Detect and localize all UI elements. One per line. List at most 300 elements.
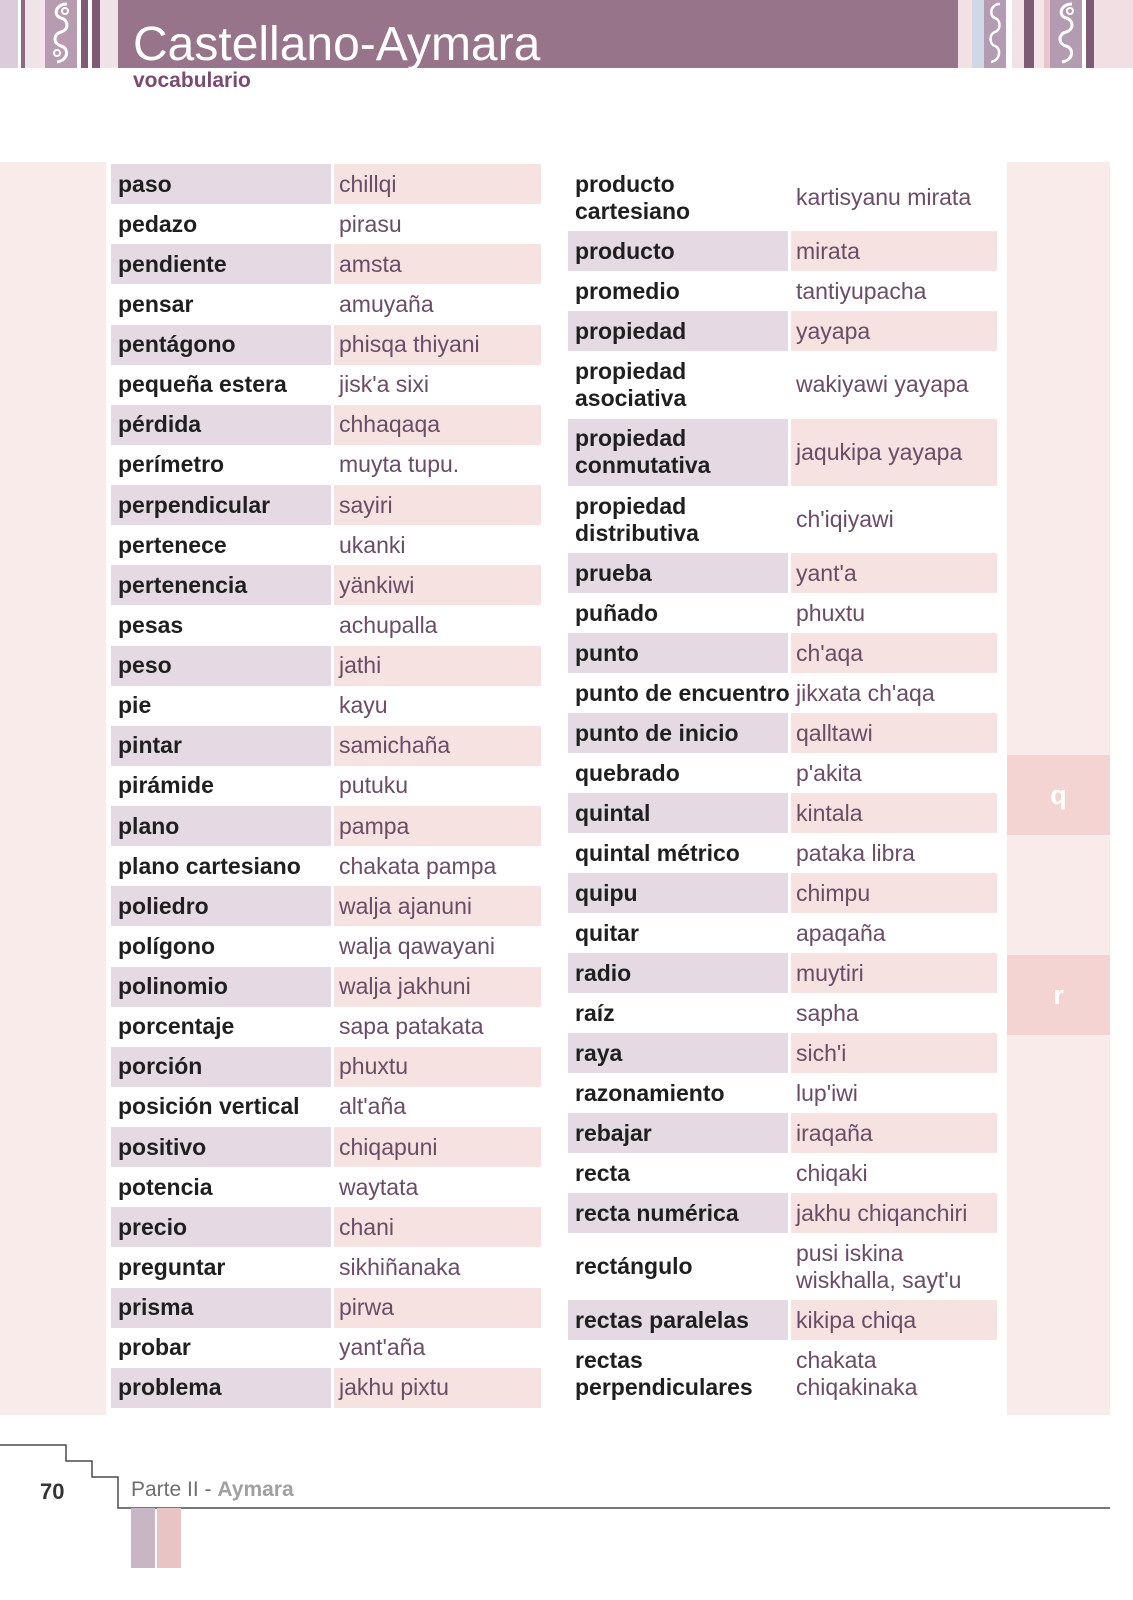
spanish-term: probar: [118, 1334, 191, 1361]
swirl-ornament-icon: [984, 0, 1006, 68]
spanish-term: quitar: [575, 919, 639, 946]
aymara-term: walja jakhuni: [339, 973, 471, 1000]
vocab-row: [568, 793, 997, 833]
vocab-row: [568, 873, 997, 913]
vocab-row: [568, 1113, 997, 1153]
spanish-term: pesas: [118, 611, 184, 638]
footer-section-label: [131, 1478, 294, 1502]
aymara-term: kayu: [339, 692, 388, 719]
footer-bar: [131, 1508, 155, 1568]
aymara-term-cell: [334, 886, 541, 926]
page-subtitle: vocabulario: [133, 69, 251, 92]
aymara-term-cell: [791, 486, 997, 553]
vocab-row: [111, 1328, 541, 1368]
aymara-term: putuku: [339, 772, 409, 799]
aymara-term-cell: [334, 1368, 541, 1408]
vocab-row: [568, 1153, 997, 1193]
spanish-term-cell: [111, 284, 331, 324]
vocab-table-left: [111, 164, 541, 1408]
aymara-term: p'akita: [796, 759, 862, 786]
spanish-term-cell: [568, 1233, 788, 1300]
aymara-term-cell: [334, 646, 541, 686]
spanish-term: porcentaje: [118, 1013, 235, 1040]
spanish-term: punto de inicio: [575, 719, 739, 746]
spanish-term-cell: [568, 311, 788, 351]
aymara-term-cell: [334, 806, 541, 846]
aymara-term: ch'aqa: [796, 639, 864, 666]
spanish-term-cell: [111, 365, 331, 405]
aymara-term-cell: [334, 365, 541, 405]
aymara-term-cell: [791, 231, 997, 271]
aymara-term-cell: [791, 1073, 997, 1113]
vocab-row: [111, 1087, 541, 1127]
spanish-term-cell: [111, 766, 331, 806]
spanish-term: peso: [118, 652, 172, 679]
aymara-term-cell: [791, 593, 997, 633]
vocab-row: [568, 419, 997, 486]
aymara-term: phuxtu: [796, 599, 866, 626]
spanish-term: pequeña estera: [118, 371, 287, 398]
aymara-term: pampa: [339, 812, 410, 839]
aymara-term: yant'a: [796, 559, 857, 586]
vocab-row: [111, 1288, 541, 1328]
vocab-row: [111, 646, 541, 686]
aymara-term-cell: [334, 846, 541, 886]
vocab-row: [111, 967, 541, 1007]
vocab-row: [568, 1073, 997, 1113]
vocab-row: [111, 1207, 541, 1247]
spanish-term: raya: [575, 1039, 623, 1066]
aymara-term: yänkiwi: [339, 571, 415, 598]
aymara-term-cell: [334, 1127, 541, 1167]
aymara-term: chhaqaqa: [339, 411, 441, 438]
spanish-term: rectas paralelas: [575, 1306, 749, 1333]
spanish-term-cell: [568, 833, 788, 873]
aymara-term: jisk'a sixi: [339, 371, 430, 398]
spanish-term: preguntar: [118, 1253, 226, 1280]
spanish-term-cell: [111, 445, 331, 485]
vocab-row: [111, 605, 541, 645]
spanish-term: pintar: [118, 732, 182, 759]
aymara-term-cell: [791, 953, 997, 993]
spanish-term: pensar: [118, 290, 194, 317]
spanish-term: producto: [575, 237, 675, 264]
spanish-term: recta numérica: [575, 1199, 739, 1226]
spanish-term: rectángulo: [575, 1253, 693, 1280]
vocab-row: [111, 1007, 541, 1047]
spanish-term: puñado: [575, 599, 659, 626]
spanish-term-cell: [111, 1007, 331, 1047]
index-tab-r: [1007, 955, 1110, 1035]
aymara-term-cell: [791, 1340, 997, 1407]
aymara-term: muyta tupu.: [339, 451, 460, 478]
spanish-term-cell: [111, 204, 331, 244]
aymara-term: sapha: [796, 999, 859, 1026]
spanish-term-cell: [568, 633, 788, 673]
vocab-row: [568, 1193, 997, 1233]
spanish-term: polígono: [118, 932, 216, 959]
aymara-term-cell: [791, 793, 997, 833]
aymara-term-cell: [791, 913, 997, 953]
aymara-term-cell: [791, 351, 997, 418]
aymara-term: pusi iskina wiskhalla, sayt'u: [796, 1239, 962, 1293]
spanish-term-cell: [111, 886, 331, 926]
vocab-row: [568, 713, 997, 753]
vocab-row: [568, 753, 997, 793]
spanish-term-cell: [568, 913, 788, 953]
aymara-term-cell: [791, 1193, 997, 1233]
vocab-row: [111, 525, 541, 565]
spanish-term: positivo: [118, 1133, 207, 1160]
aymara-term: alt'aña: [339, 1093, 407, 1120]
aymara-term: sapa patakata: [339, 1013, 484, 1040]
aymara-term-cell: [334, 405, 541, 445]
vocab-row: [111, 1167, 541, 1207]
spanish-term-cell: [568, 1113, 788, 1153]
vocab-row: [568, 953, 997, 993]
spanish-term-cell: [111, 967, 331, 1007]
spanish-term: problema: [118, 1374, 222, 1401]
vocab-row: [111, 485, 541, 525]
vocab-row: [568, 164, 997, 231]
aymara-term-cell: [791, 713, 997, 753]
spanish-term-cell: [111, 726, 331, 766]
aymara-term-cell: [334, 1247, 541, 1287]
vocab-row: [111, 726, 541, 766]
spanish-term-cell: [568, 713, 788, 753]
vocab-row: [568, 311, 997, 351]
spanish-term-cell: [111, 485, 331, 525]
aymara-term: pirwa: [339, 1294, 394, 1321]
spanish-term-cell: [568, 753, 788, 793]
vocab-row: [568, 351, 997, 418]
spanish-term: pedazo: [118, 210, 198, 237]
spanish-term: rectas perpendiculares: [575, 1347, 753, 1401]
spanish-term-cell: [111, 405, 331, 445]
spanish-term-cell: [111, 1047, 331, 1087]
aymara-term-cell: [334, 605, 541, 645]
vocab-row: [568, 1340, 997, 1407]
spanish-term-cell: [111, 1288, 331, 1328]
aymara-term: chiqapuni: [339, 1133, 438, 1160]
spanish-term-cell: [568, 486, 788, 553]
vocab-row: [568, 593, 997, 633]
aymara-term: chakata pampa: [339, 852, 497, 879]
vocab-row: [568, 1233, 997, 1300]
spanish-term: poliedro: [118, 892, 209, 919]
footer-language: Aymara: [217, 1478, 294, 1501]
spanish-term-cell: [111, 244, 331, 284]
aymara-term: jakhu chiqanchiri: [796, 1199, 968, 1226]
aymara-term-cell: [791, 1233, 997, 1300]
spanish-term: paso: [118, 170, 172, 197]
aymara-term-cell: [791, 1153, 997, 1193]
spanish-term-cell: [568, 164, 788, 231]
aymara-term-cell: [791, 873, 997, 913]
aymara-term: jakhu pixtu: [339, 1374, 449, 1401]
aymara-term-cell: [334, 1047, 541, 1087]
spanish-term-cell: [568, 593, 788, 633]
aymara-term-cell: [334, 204, 541, 244]
vocab-row: [111, 244, 541, 284]
aymara-term-cell: [791, 993, 997, 1033]
vocab-row: [568, 833, 997, 873]
page-title: Castellano-Aymara: [133, 18, 541, 71]
spanish-term-cell: [111, 1127, 331, 1167]
index-tab-letter: q: [1050, 780, 1067, 810]
spanish-term-cell: [568, 873, 788, 913]
spanish-term: razonamiento: [575, 1079, 725, 1106]
aymara-term-cell: [334, 1288, 541, 1328]
vocab-row: [111, 164, 541, 204]
vocab-row: [111, 284, 541, 324]
aymara-term-cell: [334, 445, 541, 485]
vocab-row: [568, 271, 997, 311]
side-panel-left: [0, 162, 106, 1415]
spanish-term: prisma: [118, 1294, 194, 1321]
vocab-row: [111, 1368, 541, 1408]
swirl-ornament-icon: [45, 0, 77, 68]
aymara-term: chillqi: [339, 170, 397, 197]
aymara-term: chani: [339, 1213, 394, 1240]
spanish-term-cell: [568, 1193, 788, 1233]
aymara-term: ch'iqiyawi: [796, 506, 894, 533]
spanish-term: quipu: [575, 879, 638, 906]
aymara-term-cell: [791, 1300, 997, 1340]
spanish-term-cell: [111, 605, 331, 645]
spanish-term-cell: [111, 1207, 331, 1247]
aymara-term: ukanki: [339, 531, 406, 558]
index-tab-q: [1007, 755, 1110, 835]
aymara-term: jikxata ch'aqa: [796, 679, 935, 706]
spanish-term: raíz: [575, 999, 615, 1026]
vocab-row: [111, 325, 541, 365]
spanish-term: perímetro: [118, 451, 225, 478]
aymara-term-cell: [334, 525, 541, 565]
aymara-term: jathi: [339, 652, 382, 679]
spanish-term: radio: [575, 959, 632, 986]
spanish-term-cell: [111, 646, 331, 686]
spanish-term-cell: [111, 325, 331, 365]
spanish-term: pirámide: [118, 772, 214, 799]
aymara-term-cell: [791, 419, 997, 486]
spanish-term-cell: [568, 419, 788, 486]
aymara-term-cell: [791, 311, 997, 351]
vocab-row: [111, 445, 541, 485]
aymara-term-cell: [334, 485, 541, 525]
vocab-row: [111, 846, 541, 886]
page-number: 70: [40, 1479, 65, 1504]
aymara-term-cell: [334, 926, 541, 966]
aymara-term: kikipa chiqa: [796, 1306, 917, 1333]
vocab-row: [568, 553, 997, 593]
vocab-row: [568, 1300, 997, 1340]
aymara-term: amuyaña: [339, 290, 434, 317]
aymara-term: walja qawayani: [339, 932, 495, 959]
aymara-term-cell: [334, 284, 541, 324]
spanish-term: punto de encuentro: [575, 679, 790, 706]
aymara-term-cell: [334, 967, 541, 1007]
spanish-term-cell: [568, 673, 788, 713]
vocab-row: [111, 766, 541, 806]
vocab-row: [111, 926, 541, 966]
spanish-term: rebajar: [575, 1119, 652, 1146]
vocab-row: [111, 405, 541, 445]
aymara-term-cell: [334, 1007, 541, 1047]
aymara-term-cell: [791, 271, 997, 311]
aymara-term: waytata: [339, 1173, 419, 1200]
aymara-term: chakata chiqakinaka: [796, 1347, 918, 1401]
spanish-term: pie: [118, 692, 152, 719]
aymara-term-cell: [791, 633, 997, 673]
spanish-term: producto cartesiano: [575, 170, 691, 224]
vocab-row: [111, 565, 541, 605]
aymara-term: sayiri: [339, 491, 393, 518]
spanish-term: pertenencia: [118, 571, 248, 598]
vocab-row: [568, 486, 997, 553]
spanish-term: posición vertical: [118, 1093, 300, 1120]
spanish-term: pertenece: [118, 531, 227, 558]
spanish-term: pentágono: [118, 331, 236, 358]
aymara-term: yant'aña: [339, 1334, 426, 1361]
vocab-row: [111, 886, 541, 926]
vocab-row: [111, 1127, 541, 1167]
spanish-term-cell: [111, 1167, 331, 1207]
spanish-term-cell: [568, 1073, 788, 1113]
vocab-row: [568, 673, 997, 713]
aymara-term-cell: [791, 753, 997, 793]
aymara-term: phisqa thiyani: [339, 331, 480, 358]
aymara-term: lup'iwi: [796, 1079, 858, 1106]
spanish-term-cell: [568, 1340, 788, 1407]
spanish-term: pendiente: [118, 250, 227, 277]
spanish-term: potencia: [118, 1173, 213, 1200]
vocab-row: [111, 1047, 541, 1087]
spanish-term-cell: [111, 686, 331, 726]
index-tab-letter: r: [1053, 980, 1064, 1010]
aymara-term: iraqaña: [796, 1119, 873, 1146]
spanish-term-cell: [568, 1033, 788, 1073]
spanish-term-cell: [111, 1368, 331, 1408]
vocab-row: [111, 365, 541, 405]
spanish-term: perpendicular: [118, 491, 271, 518]
aymara-term-cell: [334, 1167, 541, 1207]
aymara-term-cell: [334, 1207, 541, 1247]
aymara-term-cell: [791, 1033, 997, 1073]
spanish-term-cell: [111, 1247, 331, 1287]
aymara-term-cell: [791, 673, 997, 713]
aymara-term: walja ajanuni: [339, 892, 472, 919]
spanish-term-cell: [111, 1328, 331, 1368]
vocab-table-right: [568, 164, 997, 1408]
vocab-row: [111, 806, 541, 846]
spanish-term: plano cartesiano: [118, 852, 301, 879]
spanish-term: precio: [118, 1213, 188, 1240]
spanish-term-cell: [568, 793, 788, 833]
aymara-term: samichaña: [339, 732, 451, 759]
spanish-term: porción: [118, 1053, 203, 1080]
vocab-row: [568, 1033, 997, 1073]
aymara-term-cell: [334, 1328, 541, 1368]
aymara-term-cell: [791, 553, 997, 593]
aymara-term-cell: [334, 325, 541, 365]
spanish-term-cell: [568, 231, 788, 271]
vocab-row: [111, 1247, 541, 1287]
spanish-term-cell: [568, 1153, 788, 1193]
aymara-term-cell: [334, 726, 541, 766]
vocab-row: [568, 231, 997, 271]
spanish-term: quebrado: [575, 759, 680, 786]
aymara-term-cell: [334, 244, 541, 284]
aymara-term: qalltawi: [796, 719, 873, 746]
spanish-term-cell: [568, 993, 788, 1033]
vocab-row: [111, 204, 541, 244]
aymara-term: achupalla: [339, 611, 438, 638]
spanish-term-cell: [568, 271, 788, 311]
aymara-term-cell: [334, 766, 541, 806]
spanish-term-cell: [568, 351, 788, 418]
spanish-term: quintal métrico: [575, 839, 740, 866]
spanish-term: propiedad: [575, 317, 687, 344]
vocab-row: [111, 686, 541, 726]
aymara-term: kartisyanu mirata: [796, 184, 972, 211]
spanish-term-cell: [111, 164, 331, 204]
aymara-term: chimpu: [796, 879, 871, 906]
spanish-term: promedio: [575, 277, 680, 304]
aymara-term: kintala: [796, 799, 863, 826]
spanish-term-cell: [111, 1087, 331, 1127]
aymara-term: pirasu: [339, 210, 402, 237]
vocab-row: [568, 633, 997, 673]
aymara-term: tantiyupacha: [796, 277, 927, 304]
aymara-term: amsta: [339, 250, 402, 277]
spanish-term: prueba: [575, 559, 652, 586]
aymara-term: mirata: [796, 237, 860, 264]
aymara-term-cell: [791, 164, 997, 231]
spanish-term: punto: [575, 639, 639, 666]
spanish-term-cell: [111, 565, 331, 605]
spanish-term-cell: [111, 806, 331, 846]
spanish-term-cell: [111, 846, 331, 886]
spanish-term: propiedad distributiva: [575, 492, 699, 546]
aymara-term: muytiri: [796, 959, 864, 986]
spanish-term: plano: [118, 812, 180, 839]
aymara-term-cell: [334, 686, 541, 726]
spanish-term-cell: [111, 926, 331, 966]
aymara-term: yayapa: [796, 317, 871, 344]
vocab-row: [568, 993, 997, 1033]
spanish-term-cell: [568, 953, 788, 993]
aymara-term-cell: [334, 565, 541, 605]
spanish-term: propiedad asociativa: [575, 357, 687, 411]
aymara-term: phuxtu: [339, 1053, 409, 1080]
spanish-term: recta: [575, 1159, 630, 1186]
aymara-term-cell: [334, 164, 541, 204]
aymara-term-cell: [791, 1113, 997, 1153]
spanish-term-cell: [111, 525, 331, 565]
spanish-term: polinomio: [118, 973, 228, 1000]
swirl-ornament-icon: [1050, 0, 1082, 68]
aymara-term-cell: [791, 833, 997, 873]
footer-bar: [157, 1508, 181, 1568]
aymara-term: sikhiñanaka: [339, 1253, 461, 1280]
aymara-term-cell: [334, 1087, 541, 1127]
aymara-term: chiqaki: [796, 1159, 868, 1186]
aymara-term: apaqaña: [796, 919, 886, 946]
aymara-term: jaqukipa yayapa: [796, 438, 963, 465]
aymara-term: wakiyawi yayapa: [796, 371, 969, 398]
spanish-term-cell: [568, 553, 788, 593]
